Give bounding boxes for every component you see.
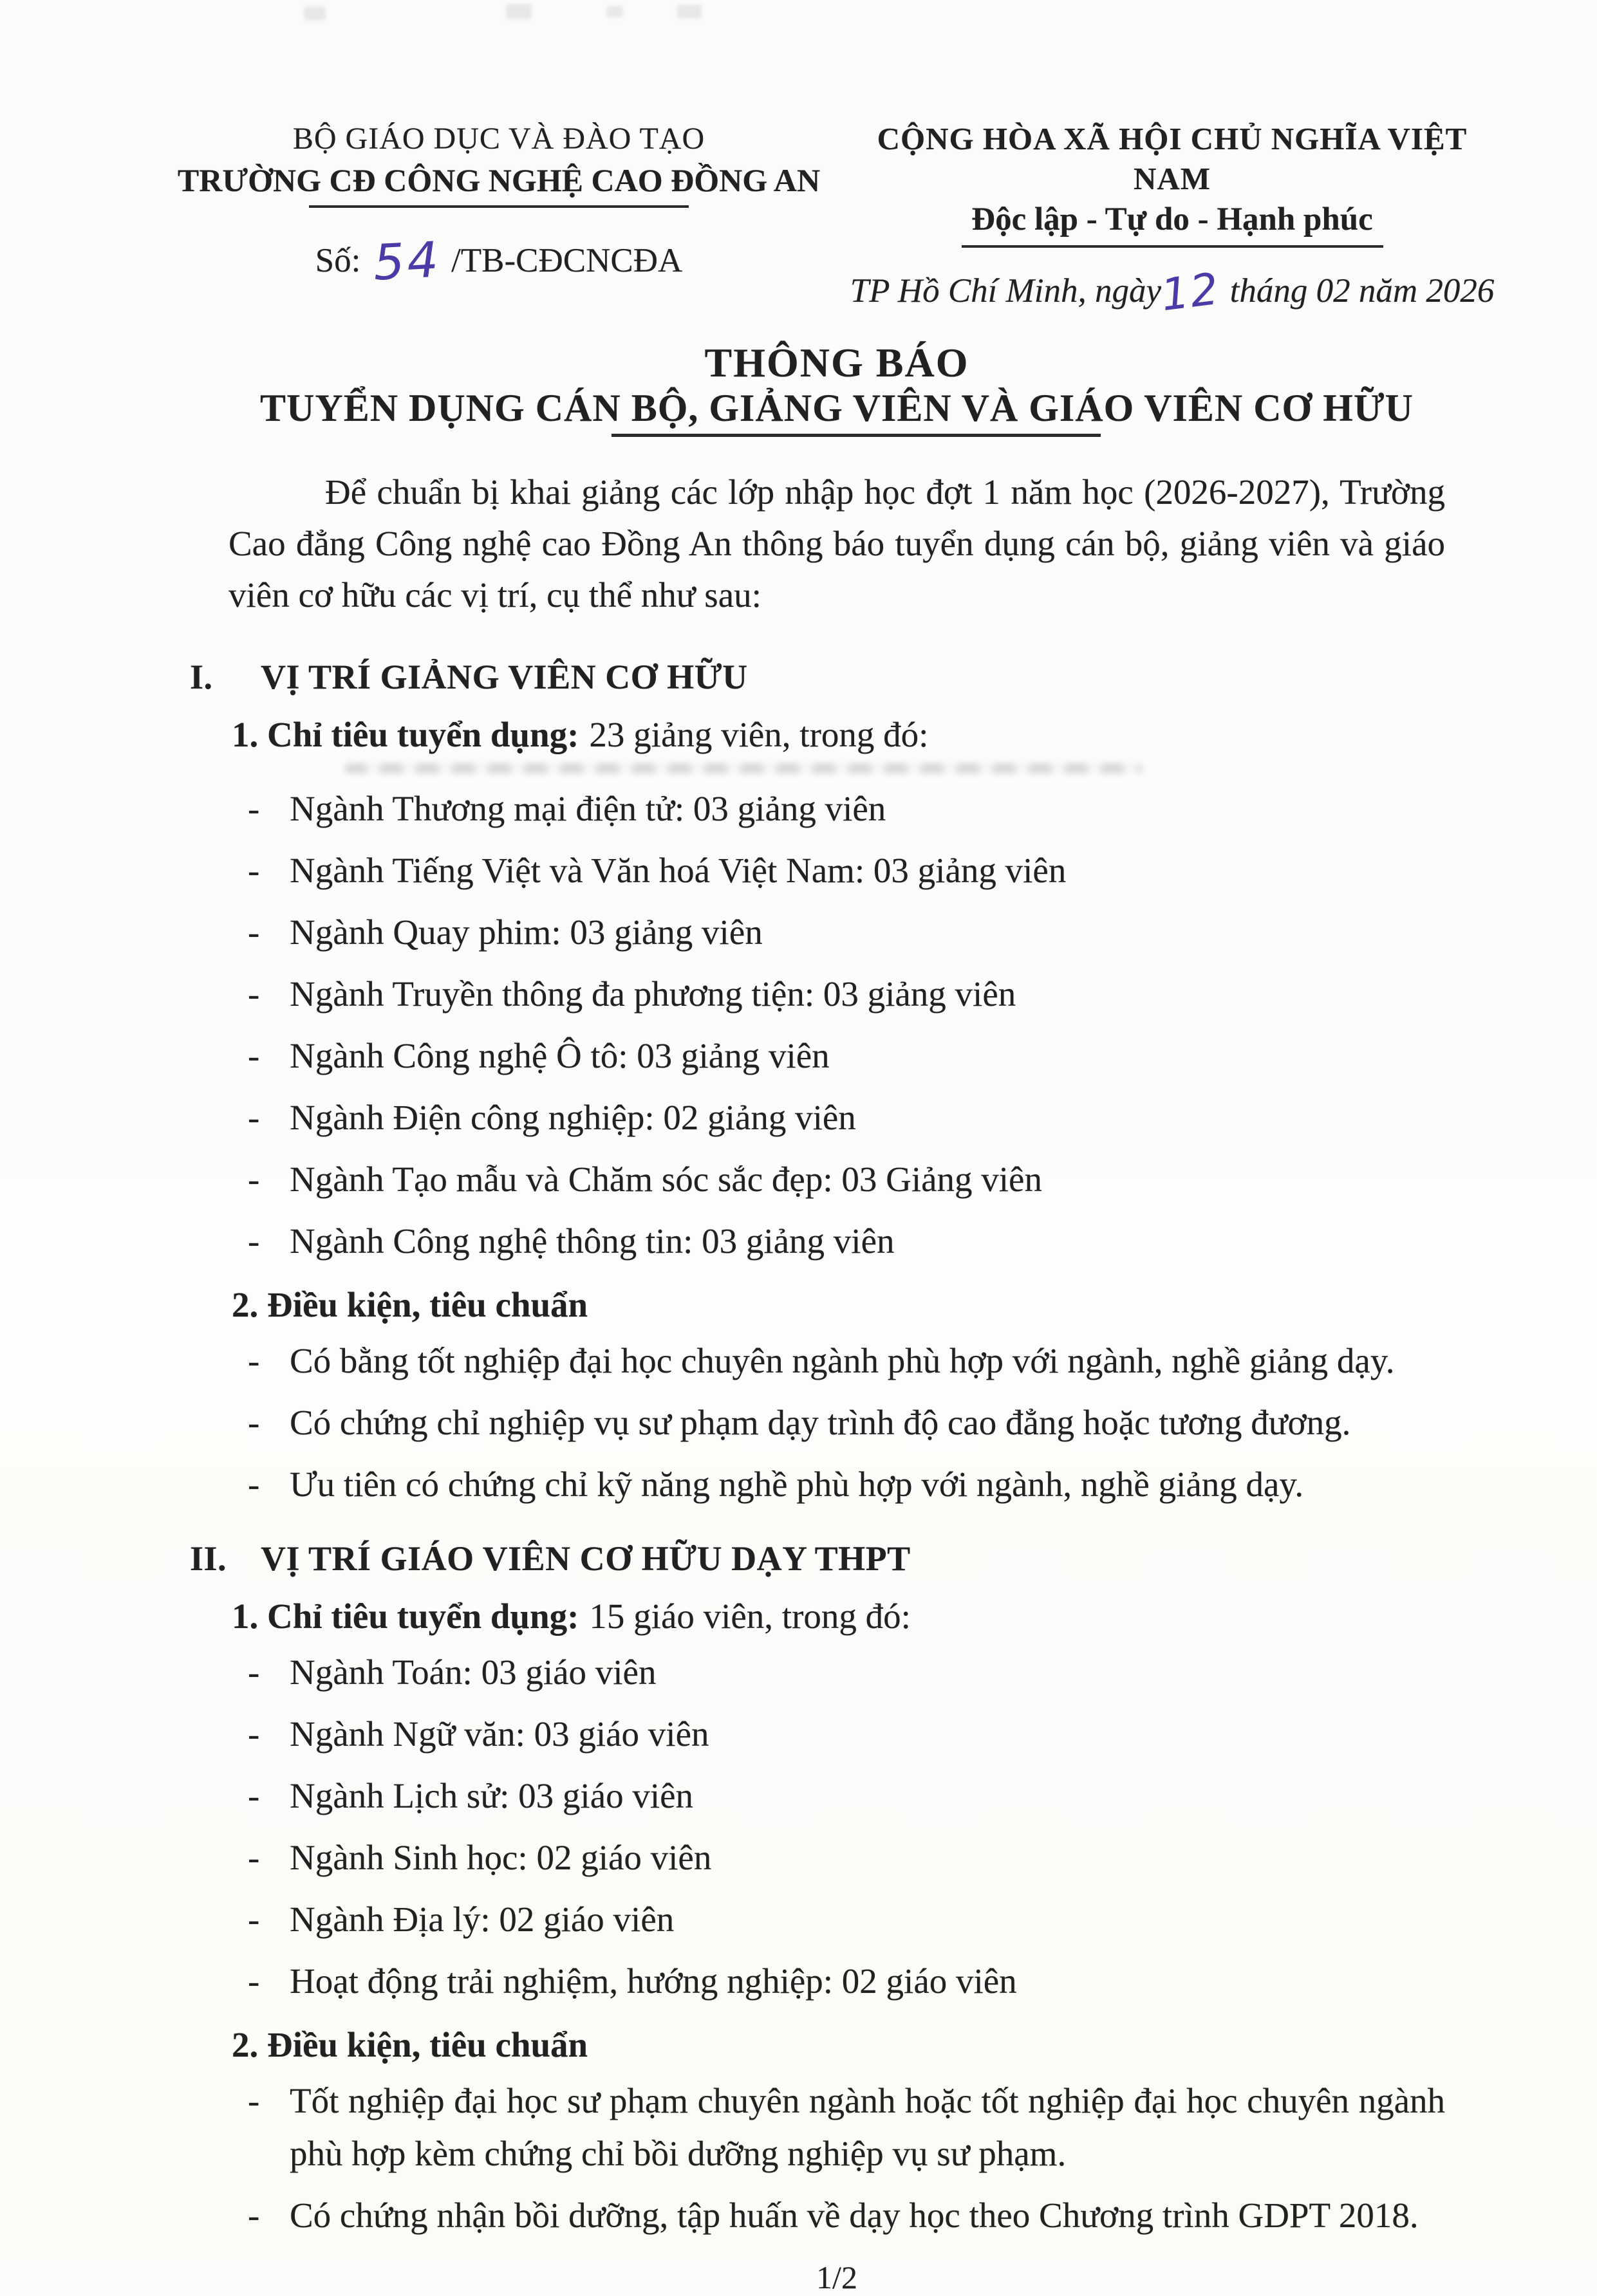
document-title-line1: THÔNG BÁO [704, 340, 969, 385]
scan-ghost-line [344, 763, 1143, 773]
condition-item: - Có bằng tốt nghiệp đại học chuyên ngành phù hợp với ngành, nghề giảng dạy. [229, 1335, 1445, 1387]
republic-title: CỘNG HÒA XÃ HỘI CHỦ NGHĨA VIỆT NAM [877, 121, 1468, 196]
document-number-line [171, 232, 827, 290]
recruitment-item: - Ngành Địa lý: 02 giáo viên [229, 1893, 1445, 1946]
school-name: TRƯỜNG CĐ CÔNG NGHỆ CAO ĐỒNG AN [177, 162, 821, 198]
dash-bullet: - [248, 851, 260, 890]
intro-paragraph: Để chuẩn bị khai giảng các lớp nhập học đợt 1 năm học (2026-2027), Trường Cao đẳng Công nghệ cao Đồng An thông báo tuyển dụng cán bộ, giảng viên và giáo viên cơ hữu các vị trí, cụ thể như sau: [229, 472, 1445, 615]
dash-bullet: - [248, 912, 260, 952]
section-1-number: I. [190, 658, 213, 696]
conditions-label: 2. Điều kiện, tiêu chuẩn [232, 2025, 588, 2064]
recruitment-item: - Ngành Công nghệ Ô tô: 03 giảng viên [229, 1030, 1445, 1082]
scan-artifact [606, 6, 623, 17]
dash-bullet: - [248, 1341, 260, 1380]
dash-bullet: - [248, 1036, 260, 1075]
national-header-block [847, 119, 1497, 322]
condition-item: - Có chứng nhận bồi dưỡng, tập huấn về dạy học theo Chương trình GDPT 2018. [229, 2189, 1445, 2242]
dash-bullet: - [248, 974, 260, 1014]
condition-item: - Tốt nghiệp đại học sư phạm chuyên ngành hoặc tốt nghiệp đại học chuyên ngành phù hợp kèm chứng chỉ bồi dưỡng nghiệp vụ sư phạm. [229, 2075, 1445, 2180]
section-1-conditions-list [229, 1335, 1445, 1511]
recruitment-item: - Ngành Lịch sử: 03 giáo viên [229, 1770, 1445, 1822]
scan-artifact [506, 4, 532, 19]
motto-underline [962, 245, 1383, 248]
handwritten-doc-number: 54 [372, 230, 443, 292]
recruitment-item: - Ngành Công nghệ thông tin: 03 giảng viên [229, 1215, 1445, 1268]
recruitment-item: - Ngành Toán: 03 giáo viên [229, 1646, 1445, 1699]
school-name-underline [309, 205, 689, 208]
page-number: 1/2 [816, 2259, 857, 2295]
section-2-quota-line [232, 1596, 1445, 1637]
recruitment-item: - Ngành Quay phim: 03 giảng viên [229, 906, 1445, 959]
dash-bullet: - [248, 1465, 260, 1504]
section-1-conditions-heading [232, 1284, 1445, 1326]
dash-bullet: - [248, 1098, 260, 1137]
dash-bullet: - [248, 1160, 260, 1199]
dash-bullet: - [248, 2196, 260, 2235]
section-1-quota-list [229, 782, 1445, 1268]
condition-item: - Có chứng chỉ nghiệp vụ sư phạm dạy trình độ cao đẳng hoặc tương đương. [229, 1396, 1445, 1449]
scan-artifact [304, 6, 326, 21]
doc-number-label: Số: [315, 242, 361, 279]
doc-number-suffix: /TB-CĐCNCĐA [451, 242, 683, 279]
section-2-title: VỊ TRÍ GIÁO VIÊN CƠ HỮU DẠY THPT [261, 1539, 911, 1578]
section-1-heading [190, 656, 1445, 698]
quota-text: 15 giáo viên, trong đó: [589, 1597, 911, 1636]
document-header [0, 0, 1597, 322]
section-2-conditions-list [229, 2075, 1445, 2242]
recruitment-item: - Ngành Tiếng Việt và Văn hoá Việt Nam: 03 giảng viên [229, 844, 1445, 897]
dash-bullet: - [248, 1961, 260, 2001]
date-prefix: TP Hồ Chí Minh, ngày [850, 272, 1162, 310]
condition-item: - Ưu tiên có chứng chỉ kỹ năng nghề phù hợp với ngành, nghề giảng dạy. [229, 1458, 1445, 1511]
dash-bullet: - [248, 789, 260, 828]
title-underline [612, 434, 1101, 437]
section-1-title: VỊ TRÍ GIẢNG VIÊN CƠ HỮU [261, 658, 748, 696]
dash-bullet: - [248, 1403, 260, 1442]
section-1-quota-line [232, 714, 1445, 755]
dash-bullet: - [248, 1900, 260, 1939]
recruitment-item: - Hoạt động trải nghiệm, hướng nghiệp: 02 giáo viên [229, 1955, 1445, 2008]
quota-label: 1. Chỉ tiêu tuyển dụng: [232, 1597, 579, 1636]
date-suffix: tháng 02 năm 2026 [1229, 272, 1495, 310]
document-title [0, 341, 1597, 437]
recruitment-item: - Ngành Sinh học: 02 giáo viên [229, 1831, 1445, 1884]
handwritten-day: 12 [1158, 263, 1223, 322]
national-motto: Độc lập - Tự do - Hạnh phúc [971, 201, 1373, 237]
quota-label: 1. Chỉ tiêu tuyển dụng: [232, 715, 579, 754]
recruitment-item: - Ngành Ngữ văn: 03 giáo viên [229, 1708, 1445, 1761]
scan-artifact [677, 5, 702, 19]
section-2-heading [190, 1538, 1445, 1579]
recruitment-item: - Ngành Truyền thông đa phương tiện: 03 giảng viên [229, 968, 1445, 1021]
dash-bullet: - [248, 2081, 260, 2120]
section-2-number: II. [190, 1539, 227, 1578]
issuing-org-block [171, 119, 827, 318]
dash-bullet: - [248, 1838, 260, 1877]
dash-bullet: - [248, 1714, 260, 1754]
document-body [190, 467, 1445, 2296]
recruitment-item: - Ngành Thương mại điện tử: 03 giảng viên [229, 782, 1445, 835]
recruitment-item: - Ngành Tạo mẫu và Chăm sóc sắc đẹp: 03 Giảng viên [229, 1153, 1445, 1206]
quota-text: 23 giảng viên, trong đó: [589, 715, 929, 754]
ministry-name: BỘ GIÁO DỤC VÀ ĐÀO TẠO [292, 122, 705, 156]
dash-bullet: - [248, 1221, 260, 1261]
section-2-quota-list [229, 1646, 1445, 2008]
section-2-conditions-heading [232, 2024, 1445, 2066]
dash-bullet: - [248, 1776, 260, 1815]
document-title-line2: TUYỂN DỤNG CÁN BỘ, GIẢNG VIÊN VÀ GIÁO VIÊN CƠ HỮU [260, 387, 1414, 429]
conditions-label: 2. Điều kiện, tiêu chuẩn [232, 1285, 588, 1324]
recruitment-item: - Ngành Điện công nghiệp: 02 giảng viên [229, 1091, 1445, 1144]
dash-bullet: - [248, 1653, 260, 1692]
place-date-line [847, 263, 1497, 322]
